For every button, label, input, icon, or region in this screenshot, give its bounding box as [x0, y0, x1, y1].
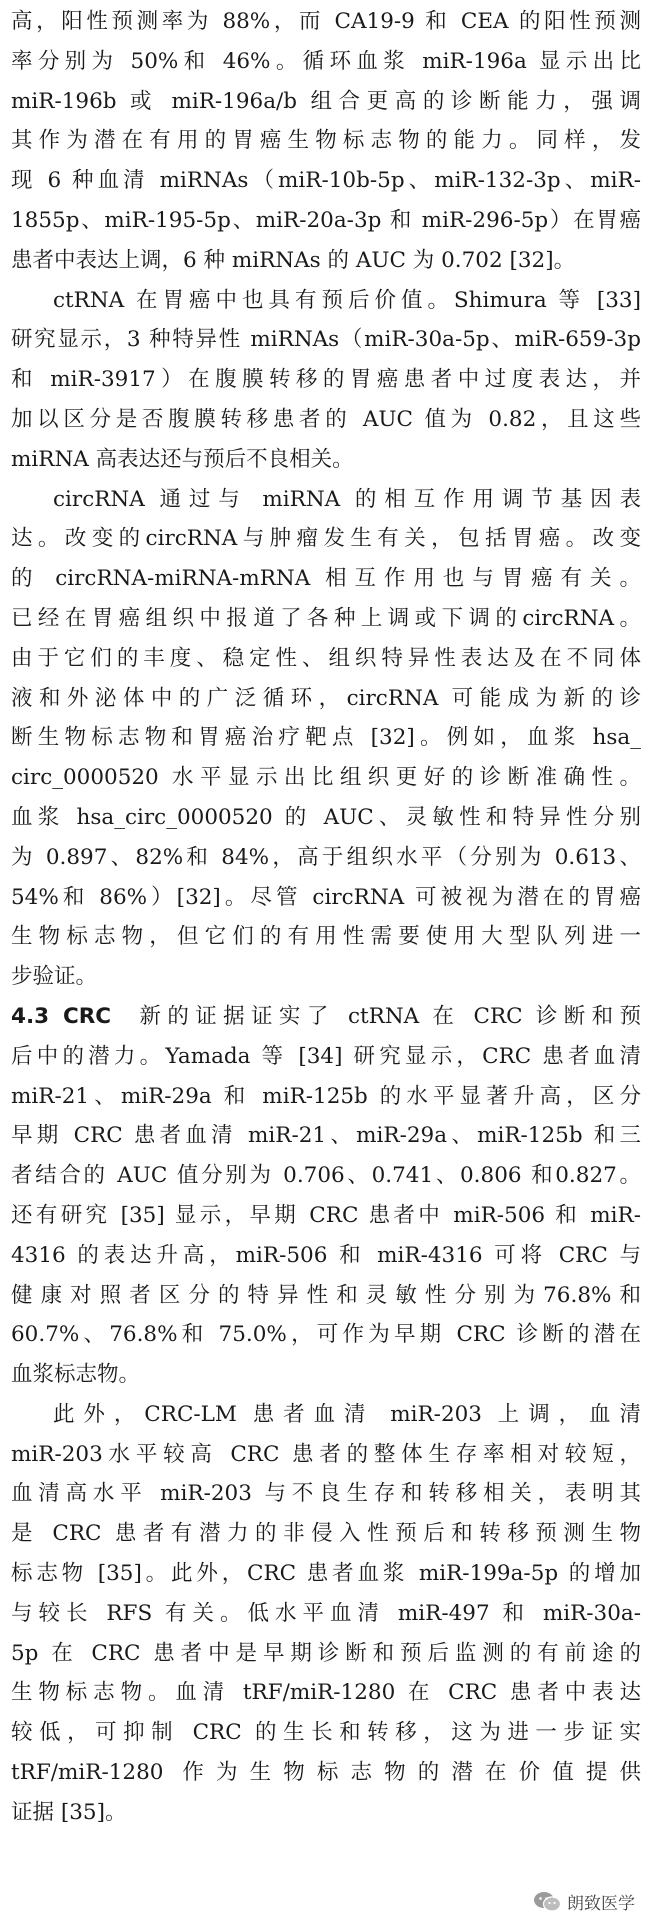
text-line	[11, 559, 641, 599]
text-line	[11, 718, 641, 758]
text-line	[11, 1116, 641, 1156]
wechat-icon	[533, 1891, 561, 1913]
text-line	[11, 201, 641, 241]
text-line	[11, 320, 641, 360]
line-text: 高，阳性预测率为 88%，而 CA19-9 和 CEA 的阳性预测	[11, 9, 641, 34]
line-text: circRNA 通过与 miRNA 的相互作用调节基因表	[53, 486, 641, 512]
line-text: 为 0.897、82%和 84%，高于组织水平（分别为 0.613、	[11, 844, 641, 870]
line-text: 生物标志物，但它们的有用性需要使用大型队列进一	[11, 924, 641, 950]
line-text: 证据 [35]。	[11, 1799, 127, 1825]
line-text: 达。改变的circRNA与肿瘤发生有关，包括胃癌。改变	[11, 526, 641, 552]
text-line	[11, 1395, 641, 1435]
text-line	[11, 1355, 641, 1395]
line-text: 5p 在 CRC 患者中是早期诊断和预后监测的有前途的	[11, 1640, 641, 1666]
line-text: 1855p、miR-195-5p、miR-20a-3p 和 miR-296-5p）在胃癌	[11, 207, 641, 233]
section-heading: 4.3 CRC	[11, 1003, 112, 1029]
text-line	[11, 679, 641, 719]
text-line	[11, 42, 641, 82]
line-text: 健康对照者区分的特异性和灵敏性分别为76.8%和	[11, 1282, 641, 1308]
line-text: 液和外泌体中的广泛循环，circRNA 可能成为新的诊	[11, 685, 641, 711]
text-line	[11, 1474, 641, 1514]
text-line	[11, 82, 641, 122]
watermark	[527, 1887, 641, 1916]
line-text: 还有研究 [35] 显示，早期 CRC 患者中 miR-506 和 miR-	[11, 1202, 641, 1228]
text-line	[11, 440, 641, 480]
line-text: 现 6 种血清 miRNAs（miR-10b-5p、miR-132-3p、miR-	[11, 168, 641, 194]
text-line	[11, 1037, 641, 1077]
line-text: 其作为潜在有用的胃癌生物标志物的能力。同样，发	[11, 128, 641, 154]
text-line	[11, 1713, 641, 1753]
line-text: 步验证。	[11, 964, 98, 990]
line-text: 加以区分是否腹膜转移患者的 AUC 值为 0.82，且这些	[11, 406, 641, 432]
line-text: 标志物 [35]。此外，CRC 患者血浆 miR-199a-5p 的增加	[11, 1561, 641, 1587]
text-line	[11, 360, 641, 400]
text-line	[11, 1554, 641, 1594]
text-line	[11, 1435, 641, 1475]
text-line	[11, 1236, 641, 1276]
line-text: 4316 的表达升高，miR-506 和 miR-4316 可将 CRC 与	[11, 1242, 641, 1268]
line-text: 生物标志物。血清 tRF/miR-1280 在 CRC 患者中表达	[11, 1680, 641, 1706]
text-line	[11, 1753, 641, 1793]
line-text: 率分别为 50%和 46%。循环血浆 miR-196a 显示出比	[11, 48, 641, 74]
line-text: 较低，可抑制 CRC 的生长和转移，这为进一步证实	[11, 1720, 641, 1746]
line-text: 血浆 hsa_circ_0000520 的 AUC、灵敏性和特异性分别	[11, 804, 641, 830]
line-text: 研究显示，3 种特异性 miRNAs（miR-30a-5p、miR-659-3p	[11, 327, 641, 353]
line-text: 已经在胃癌组织中报道了各种上调或下调的circRNA。	[11, 605, 641, 631]
text-line	[11, 878, 641, 918]
line-text: 的 circRNA-miRNA-mRNA 相互作用也与胃癌有关。	[11, 566, 641, 592]
text-line	[11, 997, 641, 1037]
text-line	[11, 1276, 641, 1316]
line-text: 血清高水平 miR-203 与不良生存和转移相关，表明其	[11, 1481, 641, 1507]
text-line	[11, 1315, 641, 1355]
text-line	[11, 1077, 641, 1117]
line-text: tRF/miR-1280 作为生物标志物的潜在价值提供	[11, 1760, 641, 1786]
line-text: 是 CRC 患者有潜力的非侵入性预后和转移预测生物	[11, 1521, 641, 1547]
line-text: 患者中表达上调，6 种 miRNAs 的 AUC 为 0.702 [32]。	[11, 247, 576, 273]
text-line	[11, 281, 641, 321]
text-line	[11, 519, 641, 559]
article-body	[11, 2, 641, 1833]
text-line	[11, 1196, 641, 1236]
text-line	[11, 838, 641, 878]
text-line	[11, 957, 641, 997]
line-text: 与较长 RFS 有关。低水平血清 miR-497 和 miR-30a-	[11, 1600, 641, 1626]
text-line	[11, 161, 641, 201]
line-text: miR-21、miR-29a 和 miR-125b 的水平显著升高，区分	[11, 1083, 641, 1109]
line-text: 由于它们的丰度、稳定性、组织特异性表达及在不同体	[11, 645, 641, 671]
line-text: 和 miR-3917）在腹膜转移的胃癌患者中过度表达，并	[11, 367, 641, 393]
text-line	[11, 1156, 641, 1196]
text-line	[11, 2, 641, 42]
line-text: circ_0000520 水平显示出比组织更好的诊断准确性。	[11, 765, 641, 791]
text-line	[11, 639, 641, 679]
line-text: miR-196b 或 miR-196a/b 组合更高的诊断能力，强调	[11, 88, 641, 114]
text-line	[11, 400, 641, 440]
line-text: miRNA 高表达还与预后不良相关。	[11, 446, 354, 472]
text-line	[11, 1634, 641, 1674]
line-text: 60.7%、76.8%和 75.0%，可作为早期 CRC 诊断的潜在	[11, 1322, 641, 1348]
line-text: 此外，CRC-LM 患者血清 miR-203 上调，血清	[53, 1401, 641, 1427]
line-text: miR-203水平较高 CRC 患者的整体生存率相对较短，	[11, 1441, 641, 1467]
text-line	[11, 121, 641, 161]
text-line	[11, 1793, 641, 1833]
text-line	[11, 798, 641, 838]
line-text: ctRNA 在胃癌中也具有预后价值。Shimura 等 [33]	[53, 287, 641, 313]
line-text: 断生物标志物和胃癌治疗靶点 [32]。例如，血浆 hsa_	[11, 725, 641, 751]
text-line	[11, 1594, 641, 1634]
text-line	[11, 599, 641, 639]
line-text: 血浆标志物。	[11, 1362, 141, 1388]
line-text: 新的证据证实了 ctRNA 在 CRC 诊断和预	[133, 1003, 641, 1029]
text-line	[11, 1673, 641, 1713]
text-line	[11, 1514, 641, 1554]
watermark-label: 朗致医学	[567, 1894, 635, 1914]
line-text: 者结合的 AUC 值分别为 0.706、0.741、0.806 和0.827。	[11, 1163, 641, 1189]
text-line	[11, 758, 641, 798]
text-line	[11, 917, 641, 957]
line-text: 54%和 86%）[32]。尽管 circRNA 可被视为潜在的胃癌	[11, 884, 641, 910]
line-text: 早期 CRC 患者血清 miR-21、miR-29a、miR-125b 和三	[11, 1123, 641, 1149]
text-line	[11, 241, 641, 281]
line-text: 后中的潜力。Yamada 等 [34] 研究显示，CRC 患者血清	[11, 1043, 641, 1069]
text-line	[11, 480, 641, 520]
